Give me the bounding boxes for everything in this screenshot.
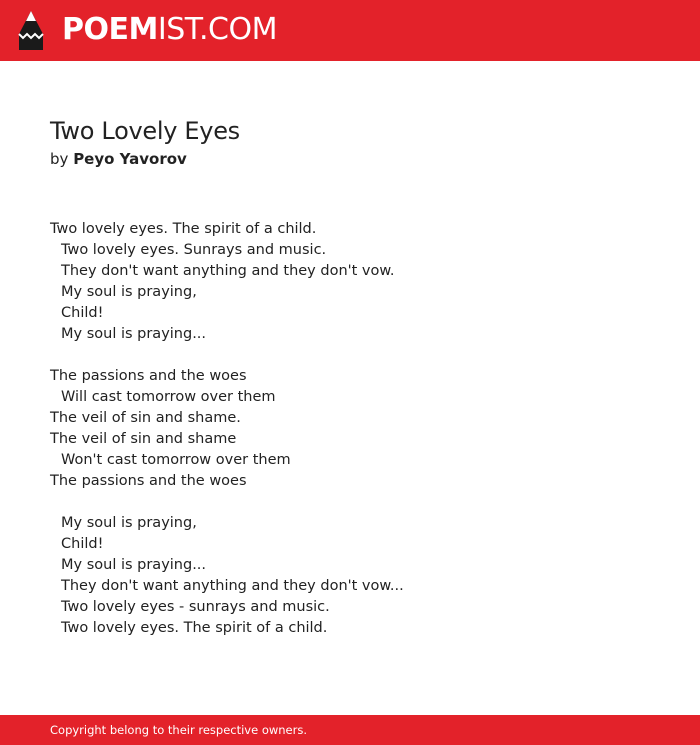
poem-line: They don't want anything and they don't vow. bbox=[61, 263, 395, 279]
pencil-logo-icon[interactable] bbox=[18, 10, 44, 51]
poem-line: Two lovely eyes. The spirit of a child. bbox=[61, 620, 328, 636]
poem-line: The passions and the woes bbox=[50, 368, 247, 384]
poem-line: My soul is praying, bbox=[61, 284, 197, 300]
poem-line: My soul is praying... bbox=[61, 326, 207, 342]
logo-text-light: IST.COM bbox=[157, 12, 277, 47]
stanza-break bbox=[50, 345, 670, 366]
by-label: by bbox=[50, 150, 69, 168]
site-footer bbox=[0, 715, 700, 745]
poem-line: Child! bbox=[61, 536, 104, 552]
poem-line: The veil of sin and shame bbox=[50, 431, 237, 447]
stanza-break bbox=[50, 492, 670, 513]
copyright-text: Copyright belong to their respective owners. bbox=[50, 723, 308, 737]
poem-line: Two lovely eyes. Sunrays and music. bbox=[61, 242, 327, 258]
poem-line: Won't cast tomorrow over them bbox=[61, 452, 291, 468]
poem-title: Two Lovely Eyes bbox=[50, 117, 240, 145]
poem-line: The passions and the woes bbox=[50, 473, 247, 489]
poem-byline bbox=[50, 149, 187, 169]
poem-line: They don't want anything and they don't vow... bbox=[61, 578, 404, 594]
poem-line: Two lovely eyes. The spirit of a child. bbox=[50, 221, 317, 237]
poem-line: My soul is praying... bbox=[61, 557, 207, 573]
site-logo[interactable] bbox=[62, 13, 277, 47]
poem-line: The veil of sin and shame. bbox=[50, 410, 241, 426]
poem-line: My soul is praying, bbox=[61, 515, 197, 531]
poem-line: Child! bbox=[61, 305, 104, 321]
poem-line: Will cast tomorrow over them bbox=[61, 389, 276, 405]
poem-body bbox=[50, 219, 670, 639]
poem-author: Peyo Yavorov bbox=[73, 150, 187, 168]
poem-line: Two lovely eyes - sunrays and music. bbox=[61, 599, 330, 615]
logo-text-strong: POEM bbox=[62, 12, 158, 47]
site-header bbox=[0, 0, 700, 61]
